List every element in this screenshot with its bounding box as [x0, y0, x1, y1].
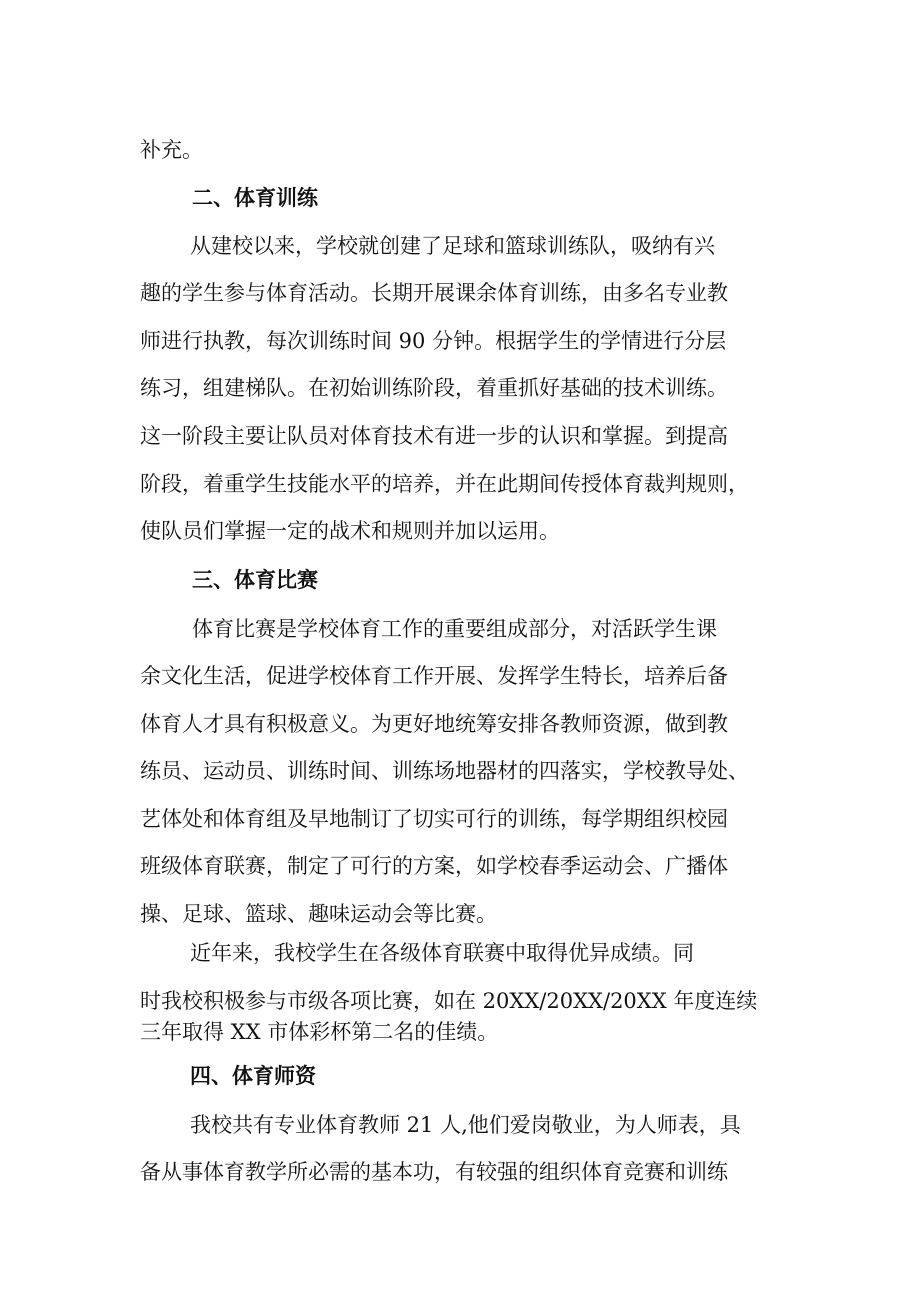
- section-heading-teachers: 四、体育师资: [190, 1064, 316, 1088]
- paragraph-line: 师进行执教，每次训练时间 90 分钟。根据学生的学情进行分层: [140, 329, 727, 353]
- paragraph-line: 体育人才具有积极意义。为更好地统筹安排各教师资源，做到教: [140, 712, 728, 736]
- paragraph-line: 我校共有专业体育教师 21 人,他们爱岗敬业，为人师表，具: [190, 1113, 741, 1137]
- paragraph-line: 使队员们掌握一定的战术和规则并加以运用。: [140, 519, 560, 543]
- paragraph-line: 时我校积极参与市级各项比赛，如在 20XX/20XX/20XX 年度连续: [140, 989, 758, 1013]
- section-heading-training: 二、体育训练: [192, 186, 318, 210]
- paragraph-line: 这一阶段主要让队员对体育技术有进一步的认识和掌握。到提高: [140, 424, 728, 448]
- paragraph-line: 趣的学生参与体育活动。长期开展课余体育训练，由多名专业教: [140, 281, 728, 305]
- paragraph-line: 从建校以来，学校就创建了足球和篮球训练队，吸纳有兴: [190, 234, 715, 258]
- paragraph-line: 体育比赛是学校体育工作的重要组成部分，对活跃学生课: [192, 617, 717, 641]
- paragraph-line: 班级体育联赛，制定了可行的方案，如学校春季运动会、广播体: [140, 854, 728, 878]
- paragraph-line: 阶段，着重学生技能水平的培养，并在此期间传授体育裁判规则，: [140, 472, 749, 496]
- paragraph-line: 艺体处和体育组及早地制订了切实可行的训练，每学期组织校园: [140, 807, 728, 831]
- continuation-line: 补充。: [140, 138, 203, 162]
- paragraph-line: 练习，组建梯队。在初始训练阶段，着重抓好基础的技术训练。: [140, 376, 728, 400]
- paragraph-line: 余文化生活，促进学校体育工作开展、发挥学生特长，培养后备: [140, 664, 728, 688]
- paragraph-line: 练员、运动员、训练时间、训练场地器材的四落实，学校教导处、: [140, 759, 749, 783]
- paragraph-line: 近年来，我校学生在各级体育联赛中取得优异成绩。同: [190, 941, 694, 965]
- paragraph-line: 备从事体育教学所必需的基本功，有较强的组织体育竞赛和训练: [140, 1160, 728, 1184]
- paragraph-line: 操、足球、篮球、趣味运动会等比赛。: [140, 902, 497, 926]
- paragraph-line: 三年取得 XX 市体彩杯第二名的佳绩。: [140, 1020, 499, 1044]
- section-heading-competition: 三、体育比赛: [192, 568, 318, 592]
